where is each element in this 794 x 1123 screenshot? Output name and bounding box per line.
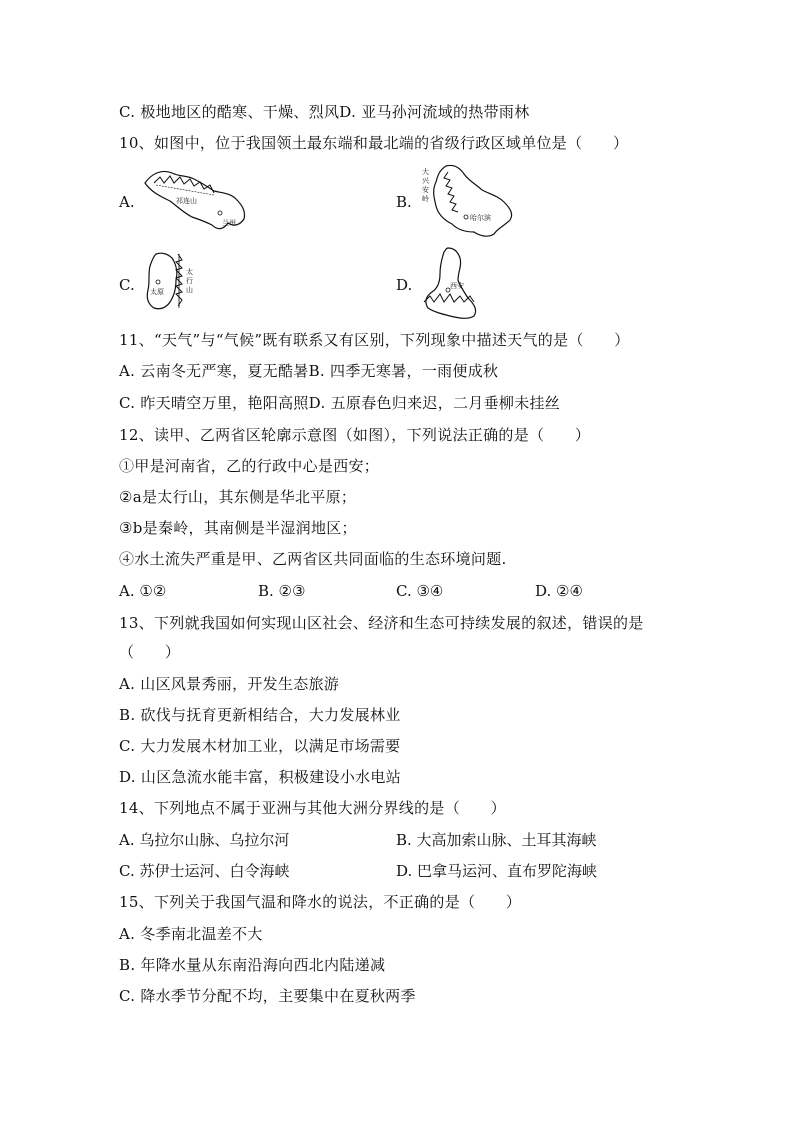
- q11-option-a-b: A. 云南冬无严寒，夏无酷暑B. 四季无寒暑，一雨便成秋: [119, 362, 499, 380]
- q9-option-c-d: C. 极地地区的酷寒、干燥、烈风D. 亚马孙河流域的热带雨林: [119, 103, 530, 121]
- q15-option-b: B. 年降水量从东南沿海向西北内陆递减: [119, 956, 386, 974]
- q15-stem: 15、下列关于我国气温和降水的说法，不正确的是（ ）: [119, 893, 522, 911]
- q11-stem: 11、“天气”与“气候”既有联系又有区别，下列现象中描述天气的是（ ）: [119, 331, 630, 349]
- q12-option-b: B. ②③: [258, 582, 306, 600]
- q12-statement-2: ②a是太行山，其东侧是华北平原；: [119, 488, 357, 506]
- map-shanxi-label-shan: 山: [186, 286, 193, 294]
- q13-stem: 13、下列就我国如何实现山区社会、经济和生态可持续发展的叙述，错误的是: [119, 614, 644, 632]
- map-shanxi: [142, 248, 198, 314]
- map-heilongjiang-label-ling: 岭: [422, 195, 429, 203]
- q13-option-c: C. 大力发展木材加工业，以满足市场需要: [119, 737, 401, 755]
- map-shaanxi-label-xian: 西安: [450, 282, 464, 290]
- map-heilongjiang-label-xing: 兴: [422, 177, 429, 185]
- q13-option-b: B. 砍伐与抚育更新相结合，大力发展林业: [119, 706, 401, 724]
- q14-option-d: D. 巴拿马运河、直布罗陀海峡: [396, 862, 598, 880]
- q15-option-c: C. 降水季节分配不均，主要集中在夏秋两季: [119, 987, 416, 1005]
- q13-option-d: D. 山区急流水能丰富，积极建设小水电站: [119, 768, 402, 786]
- q10-stem: 10、如图中，位于我国领土最东端和最北端的省级行政区域单位是（ ）: [119, 134, 629, 152]
- q12-option-c: C. ③④: [396, 582, 444, 600]
- q12-stem: 12、读甲、乙两省区轮廓示意图（如图），下列说法正确的是（ ）: [119, 426, 591, 444]
- map-heilongjiang-label-an: 安: [422, 186, 429, 194]
- q14-option-c: C. 苏伊士运河、白令海峡: [119, 862, 290, 880]
- q13-option-a: A. 山区风景秀丽，开发生态旅游: [119, 675, 340, 693]
- map-shanxi-label-xing: 行: [186, 277, 193, 285]
- q12-option-a: A. ①②: [119, 582, 167, 600]
- map-heilongjiang-label-haerbin: 哈尔滨: [470, 214, 491, 222]
- map-heilongjiang: [418, 162, 518, 240]
- q12-statement-3: ③b是秦岭，其南侧是半湿润地区；: [119, 519, 357, 537]
- q12-option-d: D. ②④: [535, 582, 583, 600]
- map-gansu: [142, 163, 252, 233]
- map-shanxi-label-taiyuan: 太原: [150, 288, 164, 296]
- q10-option-b-label: B.: [396, 193, 412, 211]
- q13-stem-bracket: （ ）: [119, 643, 181, 661]
- map-gansu-label-lanzhou: 兰州: [222, 219, 236, 227]
- q14-stem: 14、下列地点不属于亚洲与其他大洲分界线的是（ ）: [119, 799, 506, 817]
- map-shanxi-label-tai: 太: [186, 268, 193, 276]
- q15-option-a: A. 冬季南北温差不大: [119, 925, 263, 943]
- q12-statement-4: ④水土流失严重是甲、乙两省区共同面临的生态环境问题.: [119, 550, 507, 568]
- q12-statement-1: ①甲是河南省，乙的行政中心是西安；: [119, 457, 380, 475]
- q14-option-b: B. 大高加索山脉、土耳其海峡: [396, 831, 597, 849]
- q14-option-a: A. 乌拉尔山脉、乌拉尔河: [119, 831, 290, 849]
- map-heilongjiang-label-da: 大: [422, 168, 429, 176]
- q10-option-c-label: C.: [119, 276, 135, 294]
- map-shaanxi: [418, 244, 488, 322]
- q10-option-a-label: A.: [119, 193, 135, 211]
- map-gansu-label-qilianshan: 祁连山: [176, 197, 197, 205]
- q11-option-c-d: C. 昨天晴空万里，艳阳高照D. 五原春色归来迟，二月垂柳未挂丝: [119, 394, 561, 412]
- q10-option-d-label: D.: [396, 276, 413, 294]
